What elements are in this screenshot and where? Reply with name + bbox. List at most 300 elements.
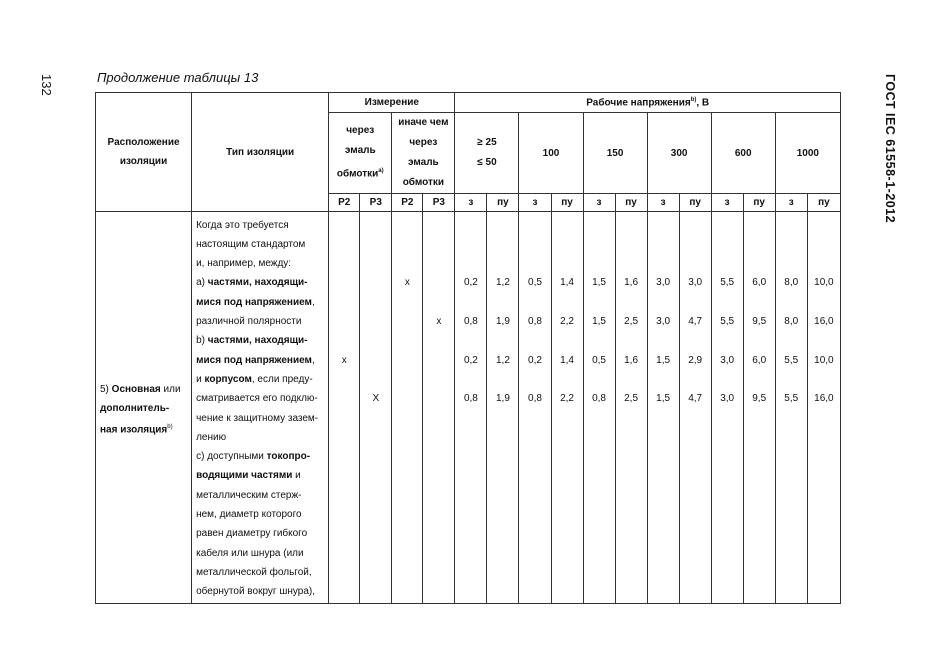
table-cell — [616, 505, 647, 524]
table-cell — [552, 524, 583, 543]
type-line: кабеля или шнура (или — [196, 547, 304, 559]
table-cell — [552, 486, 583, 505]
insulation-table — [95, 92, 841, 604]
table-cell — [455, 254, 486, 273]
sub-meas-0: P2 — [329, 194, 360, 212]
table-cell — [392, 389, 422, 408]
table-cell — [808, 524, 840, 543]
table-cell: 0,2 — [463, 277, 478, 289]
location-line: ная изоляция$^{b)}$ — [100, 424, 173, 436]
table-cell — [329, 254, 359, 273]
table-cell — [712, 254, 743, 273]
type-line: a) частями, находящи- — [196, 277, 308, 289]
table-cell: 2,5 — [624, 316, 639, 328]
table-cell — [487, 524, 518, 543]
table-cell: 6,0 — [752, 354, 767, 366]
table-cell — [487, 447, 518, 466]
table-cell — [329, 389, 359, 408]
table-cell — [487, 293, 518, 312]
table-cell — [584, 235, 615, 254]
table-cell — [808, 370, 840, 389]
table-cell — [808, 293, 840, 312]
table-cell — [616, 370, 647, 389]
table-cell — [423, 428, 454, 447]
header-location-line-2: изоляции — [119, 156, 168, 167]
type-line: мися под напряжением, — [196, 296, 315, 308]
table-cell: 2,9 — [688, 354, 703, 366]
header-voltage-1000: 1000 — [775, 113, 840, 194]
table-cell — [360, 409, 391, 428]
table-cell — [680, 486, 711, 505]
table-cell — [584, 409, 615, 428]
table-cell — [519, 370, 550, 389]
table-cell — [712, 409, 743, 428]
table-caption: Продолжение таблицы 13 — [97, 70, 259, 85]
table-cell — [552, 466, 583, 485]
header-insulation-type: Тип изоляции — [192, 93, 329, 212]
table-cell — [712, 447, 743, 466]
table-cell — [519, 428, 550, 447]
table-cell — [360, 466, 391, 485]
table-cell — [552, 447, 583, 466]
table-cell — [648, 582, 679, 601]
table-cell: 4,7 — [688, 393, 703, 405]
table-cell — [552, 216, 583, 235]
table-cell — [329, 273, 359, 292]
table-cell — [552, 370, 583, 389]
table-cell: x — [404, 277, 410, 289]
table-cell — [584, 447, 615, 466]
location-line: дополнитель- — [100, 402, 170, 414]
table-cell — [712, 216, 743, 235]
table-cell — [680, 293, 711, 312]
table-cell — [712, 486, 743, 505]
table-cell — [487, 409, 518, 428]
sub-volt-7: пу — [679, 194, 711, 212]
table-cell — [360, 293, 391, 312]
through-enamel-line-3-text: обмотки — [336, 168, 379, 180]
table-cell — [744, 331, 775, 350]
sub-volt-4: з — [583, 194, 615, 212]
table-cell: 9,5 — [752, 316, 767, 328]
table-cell — [360, 582, 391, 601]
table-cell — [519, 505, 550, 524]
table-cell — [776, 254, 807, 273]
table-cell — [808, 216, 840, 235]
table-cell — [455, 428, 486, 447]
table-cell — [329, 544, 359, 563]
sub-meas-2: P2 — [392, 194, 423, 212]
voltage-col-8 — [711, 212, 743, 604]
table-cell — [519, 466, 550, 485]
header-location-line-1: Расположение — [107, 137, 180, 148]
table-cell — [584, 254, 615, 273]
table-cell — [487, 505, 518, 524]
table-cell — [423, 409, 454, 428]
table-cell — [744, 524, 775, 543]
table-cell — [584, 524, 615, 543]
table-cell — [423, 216, 454, 235]
table-cell — [392, 312, 422, 331]
table-cell — [648, 235, 679, 254]
table-cell — [648, 505, 679, 524]
table-cell — [455, 486, 486, 505]
table-cell — [616, 216, 647, 235]
table-cell — [455, 563, 486, 582]
voltage-col-10 — [775, 212, 807, 604]
table-cell: X — [372, 393, 380, 405]
table-cell — [360, 216, 391, 235]
table-cell — [584, 216, 615, 235]
table-cell: 1,5 — [592, 316, 606, 328]
working-voltage-unit: , В — [696, 97, 710, 109]
table-cell — [616, 409, 647, 428]
table-cell — [360, 235, 391, 254]
table-cell — [360, 428, 391, 447]
table-cell — [808, 544, 840, 563]
header-voltage-600: 600 — [711, 113, 775, 194]
table-cell — [616, 486, 647, 505]
table-cell — [648, 563, 679, 582]
table-cell — [776, 505, 807, 524]
table-cell — [392, 524, 422, 543]
table-cell — [519, 544, 550, 563]
type-line: нем, диаметр которого — [196, 508, 302, 520]
table-cell — [519, 235, 550, 254]
header-working-voltage-text: Рабочие напряжения — [586, 97, 691, 109]
header-location — [96, 93, 192, 212]
other-enamel-line-3: эмаль — [407, 157, 439, 168]
other-enamel-line-1: иначе чем — [398, 117, 449, 128]
table-cell — [712, 544, 743, 563]
other-enamel-line-2: через — [409, 137, 438, 148]
table-cell — [744, 370, 775, 389]
table-cell: 16,0 — [814, 393, 834, 405]
table-cell — [648, 544, 679, 563]
table-cell — [423, 351, 454, 370]
table-cell — [616, 293, 647, 312]
table-cell — [455, 409, 486, 428]
table-cell — [487, 563, 518, 582]
table-cell — [519, 582, 550, 601]
location-cell — [96, 212, 192, 604]
table-cell — [584, 505, 615, 524]
type-line: лению — [196, 431, 227, 443]
table-cell — [423, 524, 454, 543]
table-cell: 8,0 — [784, 277, 799, 289]
table-cell — [616, 544, 647, 563]
table-cell: 1,4 — [560, 354, 574, 366]
type-line: водящими частями и — [196, 470, 301, 482]
table-cell — [392, 428, 422, 447]
header-through-enamel — [329, 113, 392, 194]
measurement-col-2 — [392, 212, 423, 604]
measurement-col-3 — [423, 212, 455, 604]
table-cell — [423, 235, 454, 254]
table-cell: 0,2 — [463, 354, 478, 366]
table-cell — [329, 409, 359, 428]
table-cell — [552, 409, 583, 428]
table-cell — [680, 466, 711, 485]
table-cell — [680, 409, 711, 428]
table-cell — [808, 409, 840, 428]
table-cell — [648, 216, 679, 235]
voltage-25: ≥ 25 — [477, 137, 497, 148]
table-cell — [776, 582, 807, 601]
table-cell — [680, 524, 711, 543]
table-cell — [808, 254, 840, 273]
table-cell — [519, 486, 550, 505]
type-line: и, например, между: — [196, 258, 292, 270]
table-cell: 0,8 — [528, 393, 542, 405]
table-cell — [648, 254, 679, 273]
table-cell — [487, 254, 518, 273]
table-cell — [648, 524, 679, 543]
table-cell — [360, 524, 391, 543]
table-cell — [392, 409, 422, 428]
table-cell — [808, 486, 840, 505]
table-cell — [487, 216, 518, 235]
table-cell: 0,8 — [528, 316, 542, 328]
page-number: 132 — [39, 74, 54, 96]
table-cell — [712, 370, 743, 389]
table-cell — [360, 563, 391, 582]
table-cell — [648, 409, 679, 428]
table-cell — [487, 582, 518, 601]
table-cell: 3,0 — [656, 277, 671, 289]
table-cell — [744, 293, 775, 312]
table-cell — [487, 428, 518, 447]
table-cell — [648, 428, 679, 447]
table-cell: 5,5 — [784, 354, 799, 366]
table-cell: 2,5 — [624, 393, 639, 405]
table-cell: 3,0 — [720, 393, 735, 405]
table-cell: 2,2 — [560, 393, 574, 405]
table-cell — [423, 505, 454, 524]
table-cell — [455, 447, 486, 466]
table-cell — [584, 293, 615, 312]
voltage-col-4 — [583, 212, 615, 604]
table-cell — [552, 293, 583, 312]
table-cell — [776, 544, 807, 563]
table-cell — [519, 254, 550, 273]
table-cell — [392, 254, 422, 273]
table-cell — [680, 235, 711, 254]
table-cell — [360, 351, 391, 370]
type-line: обернутой вокруг шнура), — [196, 586, 315, 598]
table-cell — [808, 235, 840, 254]
header-working-voltage — [455, 93, 841, 113]
sub-volt-6: з — [647, 194, 679, 212]
table-cell: 0,8 — [463, 316, 478, 328]
sub-meas-3: P3 — [423, 194, 455, 212]
table-cell — [744, 216, 775, 235]
table-cell — [808, 447, 840, 466]
table-cell — [680, 370, 711, 389]
table-cell: 0,5 — [528, 277, 542, 289]
voltage-col-6 — [647, 212, 679, 604]
table-cell: 1,2 — [496, 277, 510, 289]
table-cell — [616, 428, 647, 447]
table-cell: 0,8 — [463, 393, 478, 405]
table-cell — [776, 447, 807, 466]
table-cell — [552, 544, 583, 563]
table-cell: 1,9 — [496, 393, 510, 405]
type-line: и корпусом, если преду- — [196, 373, 313, 385]
table-cell — [712, 428, 743, 447]
table-cell: 1,6 — [624, 354, 639, 366]
through-enamel-line-2: эмаль — [344, 145, 376, 157]
table-cell: 0,8 — [592, 393, 606, 405]
table-cell — [392, 544, 422, 563]
table-cell — [744, 505, 775, 524]
sub-volt-1: пу — [487, 194, 519, 212]
table-cell — [648, 466, 679, 485]
table-cell — [360, 486, 391, 505]
table-cell — [584, 486, 615, 505]
sub-volt-10: з — [775, 194, 807, 212]
measurement-col-1 — [360, 212, 392, 604]
table-cell — [329, 563, 359, 582]
voltage-col-3 — [551, 212, 583, 604]
table-cell — [584, 544, 615, 563]
through-enamel-line-3 — [329, 161, 391, 184]
table-cell — [776, 235, 807, 254]
table-cell — [329, 216, 359, 235]
table-cell — [360, 544, 391, 563]
table-cell — [329, 505, 359, 524]
type-line: различной полярности — [196, 316, 302, 328]
table-cell — [744, 409, 775, 428]
table-cell — [455, 582, 486, 601]
table-cell: 1,9 — [496, 316, 510, 328]
table-cell — [744, 544, 775, 563]
location-line: 5) Основная или — [100, 383, 181, 395]
table-cell — [360, 370, 391, 389]
table-cell — [455, 216, 486, 235]
table-cell — [616, 331, 647, 350]
table-cell — [712, 293, 743, 312]
table-cell — [616, 563, 647, 582]
sub-volt-0: з — [455, 194, 487, 212]
table-cell — [744, 486, 775, 505]
table-cell — [808, 563, 840, 582]
table-cell — [360, 273, 391, 292]
table-cell — [744, 582, 775, 601]
header-other-than-enamel — [392, 113, 455, 194]
type-line: чение к защитному зазем- — [196, 412, 319, 424]
table-cell — [616, 254, 647, 273]
table-cell — [455, 235, 486, 254]
table-cell — [519, 331, 550, 350]
table-cell — [329, 447, 359, 466]
table-cell — [808, 466, 840, 485]
table-cell: 1,6 — [624, 277, 639, 289]
table-cell: 10,0 — [814, 277, 834, 289]
table-cell — [648, 331, 679, 350]
type-line: металлической фольгой, — [196, 566, 312, 578]
table-cell — [744, 428, 775, 447]
table-cell: 2,2 — [560, 316, 574, 328]
table-cell — [680, 216, 711, 235]
table-cell — [776, 216, 807, 235]
table-cell — [552, 563, 583, 582]
table-cell — [455, 331, 486, 350]
table-cell — [712, 235, 743, 254]
table-cell — [584, 563, 615, 582]
table-cell — [455, 293, 486, 312]
table-cell — [423, 447, 454, 466]
table-cell: 5,5 — [720, 316, 735, 328]
table-cell — [808, 428, 840, 447]
type-cell — [192, 212, 329, 604]
table-cell — [455, 544, 486, 563]
table-cell — [616, 447, 647, 466]
table-cell — [680, 331, 711, 350]
table-cell — [552, 505, 583, 524]
table-cell — [423, 466, 454, 485]
table-cell — [360, 254, 391, 273]
type-line: сматривается его подклю- — [196, 393, 318, 405]
table-cell: 4,7 — [688, 316, 703, 328]
table-cell — [776, 370, 807, 389]
table-cell — [776, 466, 807, 485]
table-cell: 5,5 — [784, 393, 799, 405]
table-cell — [712, 331, 743, 350]
table-cell — [744, 563, 775, 582]
table-cell — [776, 409, 807, 428]
table-cell — [552, 428, 583, 447]
other-enamel-line-4: обмотки — [402, 177, 445, 188]
type-line: настоящим стандартом — [196, 238, 306, 250]
table-cell — [776, 486, 807, 505]
table-cell: 10,0 — [814, 354, 834, 366]
table-cell — [680, 544, 711, 563]
type-line: Когда это требуется — [196, 219, 289, 231]
voltage-50: ≤ 50 — [477, 157, 497, 168]
voltage-col-7 — [679, 212, 711, 604]
table-cell — [392, 466, 422, 485]
table-cell — [584, 428, 615, 447]
table-cell: 1,2 — [496, 354, 510, 366]
type-line: c) доступными токопро- — [196, 451, 311, 463]
table-cell: 6,0 — [752, 277, 767, 289]
table-cell — [329, 486, 359, 505]
table-cell — [392, 216, 422, 235]
table-cell — [519, 563, 550, 582]
table-cell — [329, 524, 359, 543]
table-cell — [648, 370, 679, 389]
voltage-col-9 — [743, 212, 775, 604]
table-cell — [392, 235, 422, 254]
table-cell — [423, 293, 454, 312]
table-cell — [329, 370, 359, 389]
table-cell — [392, 447, 422, 466]
table-cell — [455, 466, 486, 485]
header-voltage-25-50 — [455, 113, 519, 194]
table-cell: 1,5 — [656, 354, 671, 366]
table-cell — [423, 389, 454, 408]
table-cell: 3,0 — [720, 354, 735, 366]
table-cell: 1,4 — [560, 277, 574, 289]
table-cell — [360, 312, 391, 331]
table-cell — [648, 293, 679, 312]
table-cell — [455, 370, 486, 389]
table-cell — [423, 254, 454, 273]
sub-volt-5: пу — [615, 194, 647, 212]
table-cell — [487, 331, 518, 350]
table-cell: 16,0 — [814, 316, 834, 328]
